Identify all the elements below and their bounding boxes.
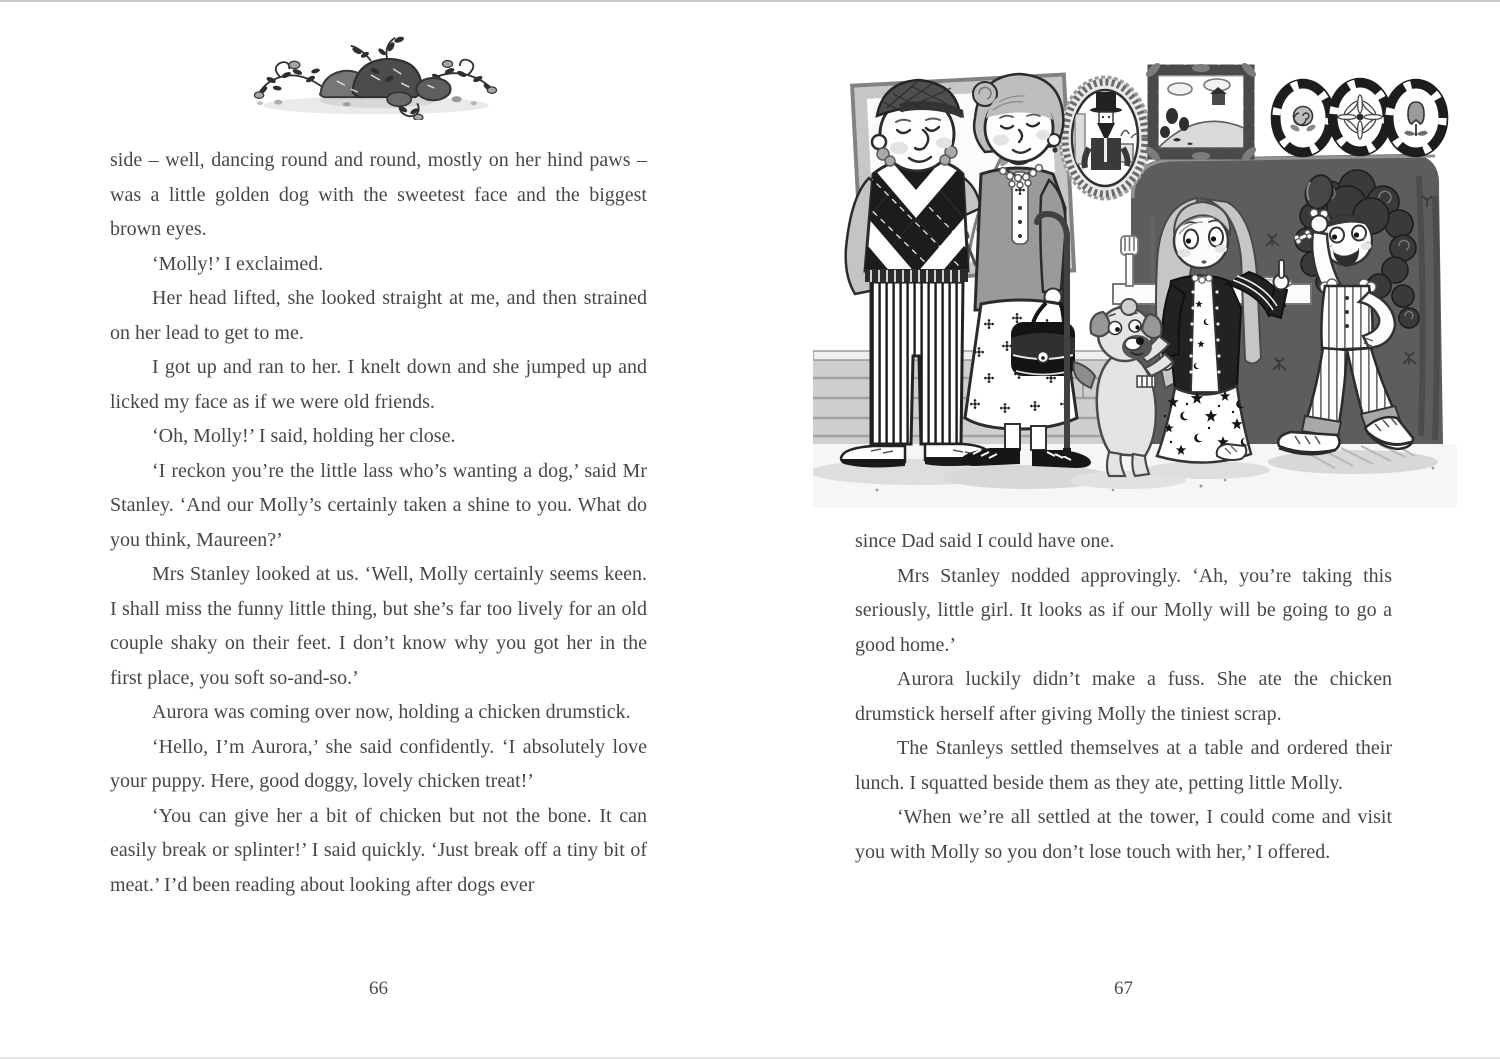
mini-frame-daisy (1329, 79, 1392, 156)
right-text-block (855, 524, 1392, 869)
paragraph: Aurora was coming over now, holding a chicken drumstick. (152, 701, 631, 723)
paragraph: Mrs Stanley nodded approvingly. ‘Ah, you’re taking this seriously, little girl. It looks as if our Molly will be going to go a good home.’ (855, 564, 1392, 656)
paragraph: Her head lifted, she looked straight at me, and then strained on her lead to get to me. (110, 287, 647, 344)
paragraph: The Stanleys settled themselves at a table and ordered their lunch. I squatted beside them as they ate, petting little Molly. (855, 737, 1392, 794)
paragraph: ‘Hello, I’m Aurora,’ she said confidently. ‘I absolutely love your puppy. Here, good doggy, lovely chicken treat!’ (110, 735, 647, 792)
page-number-right: 67 (1114, 978, 1133, 999)
left-text-block (110, 143, 647, 902)
paragraph: ‘You can give her a bit of chicken but not the bone. It can easily break or splinter!’ I said quickly. ‘Just break off a tiny bit of meat.’ I’d been reading about looking after dogs ever (110, 804, 647, 896)
floral-rocks-ornament (250, 30, 502, 120)
story-illustration (813, 56, 1457, 508)
paragraph: Aurora luckily didn’t make a fuss. She ate the chicken drumstick herself after giving Molly the tiniest scrap. (855, 668, 1392, 725)
paragraph: ‘Oh, Molly!’ I said, holding her close. (152, 425, 456, 447)
wreath-landscape-frame (1144, 61, 1258, 163)
paragraph: Mrs Stanley looked at us. ‘Well, Molly certainly seems keen. I shall miss the funny little thing, but she’s far too lively for an old couple shaky on their feet. I don’t know why you got her in the first place, you soft so-and-so.’ (110, 563, 647, 689)
mini-frame-tulip (1385, 80, 1448, 157)
paragraph: ‘I reckon you’re the little lass who’s wanting a dog,’ said Mr Stanley. ‘And our Molly’s certainly taken a shine to you. What do you think, Maureen?’ (110, 459, 647, 551)
paragraph: I got up and ran to her. I knelt down and she jumped up and licked my face as if we were old friends. (110, 356, 647, 413)
paragraph: since Dad said I could have one. (855, 530, 1115, 552)
paragraph: side – well, dancing round and round, mostly on her hind paws – was a little golden dog with the sweetest face and the biggest brown eyes. (110, 149, 647, 240)
portrait-frame (1060, 77, 1150, 199)
mini-frame-rose (1272, 80, 1335, 157)
page-number-left: 66 (369, 978, 388, 999)
paragraph: ‘Molly!’ I exclaimed. (152, 252, 324, 275)
page-right (750, 0, 1500, 1059)
paragraph: ‘When we’re all settled at the tower, I could come and visit you with Molly so you don’t lose touch with her,’ I offered. (855, 806, 1392, 863)
